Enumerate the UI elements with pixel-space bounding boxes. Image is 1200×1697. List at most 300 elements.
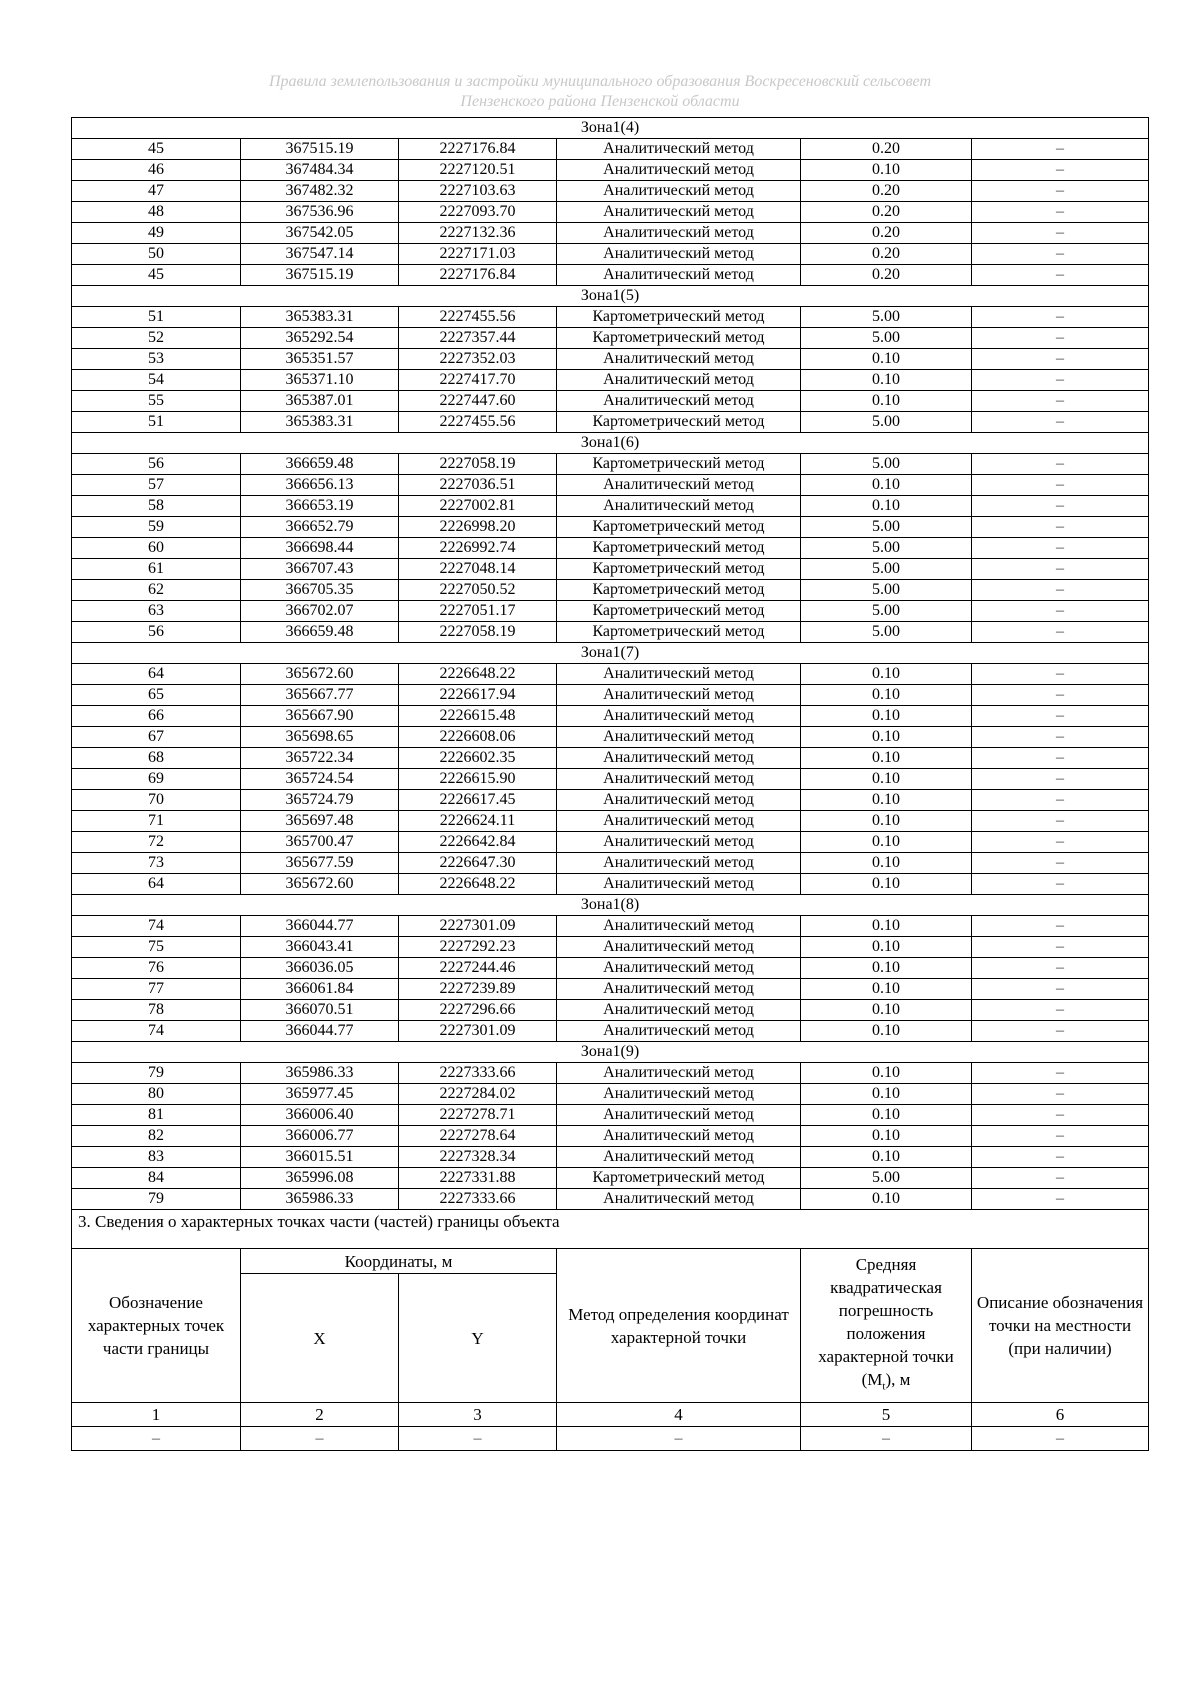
x-coord-cell: 366702.07	[241, 601, 399, 622]
method-cell: Аналитический метод	[557, 979, 801, 1000]
error-cell: 0.10	[801, 727, 972, 748]
x-coord-cell: 365977.45	[241, 1084, 399, 1105]
x-coord-cell: 366659.48	[241, 454, 399, 475]
method-cell: Аналитический метод	[557, 832, 801, 853]
y-coord-cell: 2227036.51	[399, 475, 557, 496]
table-row	[72, 223, 1149, 244]
error-cell: 5.00	[801, 559, 972, 580]
method-cell: Картометрический метод	[557, 580, 801, 601]
y-coord-cell: 2227301.09	[399, 916, 557, 937]
error-cell: 0.10	[801, 832, 972, 853]
document-header	[0, 72, 1200, 112]
point-id-cell: 68	[72, 748, 241, 769]
table-row	[72, 139, 1149, 160]
error-cell: 0.10	[801, 349, 972, 370]
empty-cell: –	[399, 1427, 557, 1451]
error-cell: 0.10	[801, 979, 972, 1000]
point-id-cell: 49	[72, 223, 241, 244]
description-cell: –	[972, 1168, 1149, 1189]
description-cell: –	[972, 391, 1149, 412]
table-row	[72, 328, 1149, 349]
point-id-cell: 62	[72, 580, 241, 601]
point-id-cell: 51	[72, 412, 241, 433]
table-row	[72, 832, 1149, 853]
col-number: 3	[399, 1403, 557, 1427]
col-header-error-sub: t	[882, 1380, 886, 1393]
table-row	[72, 1000, 1149, 1021]
description-cell: –	[972, 265, 1149, 286]
description-cell: –	[972, 244, 1149, 265]
x-coord-cell: 366659.48	[241, 622, 399, 643]
method-cell: Аналитический метод	[557, 916, 801, 937]
error-cell: 0.10	[801, 664, 972, 685]
method-cell: Аналитический метод	[557, 1189, 801, 1210]
table-row	[72, 937, 1149, 958]
error-cell: 0.10	[801, 1105, 972, 1126]
point-id-cell: 60	[72, 538, 241, 559]
description-cell: –	[972, 832, 1149, 853]
method-cell: Аналитический метод	[557, 139, 801, 160]
method-cell: Картометрический метод	[557, 601, 801, 622]
error-cell: 5.00	[801, 1168, 972, 1189]
y-coord-cell: 2227051.17	[399, 601, 557, 622]
description-cell: –	[972, 1063, 1149, 1084]
method-cell: Аналитический метод	[557, 160, 801, 181]
table-row	[72, 475, 1149, 496]
y-coord-cell: 2227352.03	[399, 349, 557, 370]
description-cell: –	[972, 1105, 1149, 1126]
error-cell: 5.00	[801, 517, 972, 538]
description-cell: –	[972, 370, 1149, 391]
y-coord-cell: 2227417.70	[399, 370, 557, 391]
x-coord-cell: 366656.13	[241, 475, 399, 496]
method-cell: Аналитический метод	[557, 790, 801, 811]
description-cell: –	[972, 160, 1149, 181]
method-cell: Аналитический метод	[557, 748, 801, 769]
point-id-cell: 80	[72, 1084, 241, 1105]
point-id-cell: 53	[72, 349, 241, 370]
point-id-cell: 57	[72, 475, 241, 496]
table-row	[72, 538, 1149, 559]
point-id-cell: 58	[72, 496, 241, 517]
header-line-2: Пензенского района Пензенской области	[460, 93, 740, 110]
x-coord-cell: 365697.48	[241, 811, 399, 832]
x-coord-cell: 367547.14	[241, 244, 399, 265]
empty-cell: –	[972, 1427, 1149, 1451]
y-coord-cell: 2227455.56	[399, 307, 557, 328]
method-cell: Аналитический метод	[557, 370, 801, 391]
point-id-cell: 77	[72, 979, 241, 1000]
x-coord-cell: 365700.47	[241, 832, 399, 853]
y-coord-cell: 2227296.66	[399, 1000, 557, 1021]
point-id-cell: 55	[72, 391, 241, 412]
x-coord-cell: 367515.19	[241, 139, 399, 160]
empty-cell: –	[241, 1427, 399, 1451]
description-cell: –	[972, 664, 1149, 685]
point-id-cell: 45	[72, 265, 241, 286]
y-coord-cell: 2227328.34	[399, 1147, 557, 1168]
col-header-error-text: Средняя квадратическая погрешность положения характерной точки (M	[818, 1254, 954, 1389]
x-coord-cell: 366006.40	[241, 1105, 399, 1126]
y-coord-cell: 2227050.52	[399, 580, 557, 601]
method-cell: Аналитический метод	[557, 1063, 801, 1084]
y-coord-cell: 2227093.70	[399, 202, 557, 223]
table-row	[72, 160, 1149, 181]
col-number: 5	[801, 1403, 972, 1427]
y-coord-cell: 2227103.63	[399, 181, 557, 202]
col-header-error	[801, 1249, 972, 1403]
table-row	[72, 601, 1149, 622]
table-row	[72, 790, 1149, 811]
error-cell: 0.20	[801, 223, 972, 244]
table-row	[72, 307, 1149, 328]
point-id-cell: 52	[72, 328, 241, 349]
y-coord-cell: 2227171.03	[399, 244, 557, 265]
y-coord-cell: 2227132.36	[399, 223, 557, 244]
table-row	[72, 811, 1149, 832]
description-cell: –	[972, 538, 1149, 559]
table-row	[72, 181, 1149, 202]
table-row	[72, 748, 1149, 769]
point-id-cell: 83	[72, 1147, 241, 1168]
error-cell: 0.10	[801, 1021, 972, 1042]
description-cell: –	[972, 979, 1149, 1000]
description-cell: –	[972, 727, 1149, 748]
point-id-cell: 79	[72, 1189, 241, 1210]
table-row	[72, 979, 1149, 1000]
y-coord-cell: 2227048.14	[399, 559, 557, 580]
error-cell: 5.00	[801, 580, 972, 601]
description-cell: –	[972, 559, 1149, 580]
table-row	[72, 1105, 1149, 1126]
table-row	[72, 706, 1149, 727]
y-coord-cell: 2227239.89	[399, 979, 557, 1000]
y-coord-cell: 2227333.66	[399, 1189, 557, 1210]
error-cell: 0.10	[801, 958, 972, 979]
point-id-cell: 82	[72, 1126, 241, 1147]
table-row	[72, 1084, 1149, 1105]
col-number: 6	[972, 1403, 1149, 1427]
error-cell: 0.10	[801, 391, 972, 412]
method-cell: Аналитический метод	[557, 349, 801, 370]
table-row	[72, 454, 1149, 475]
error-cell: 5.00	[801, 454, 972, 475]
point-id-cell: 47	[72, 181, 241, 202]
method-cell: Аналитический метод	[557, 496, 801, 517]
description-cell: –	[972, 181, 1149, 202]
method-cell: Картометрический метод	[557, 517, 801, 538]
x-coord-cell: 365387.01	[241, 391, 399, 412]
y-coord-cell: 2227058.19	[399, 622, 557, 643]
method-cell: Картометрический метод	[557, 412, 801, 433]
method-cell: Аналитический метод	[557, 1084, 801, 1105]
method-cell: Картометрический метод	[557, 559, 801, 580]
point-id-cell: 70	[72, 790, 241, 811]
point-id-cell: 65	[72, 685, 241, 706]
error-cell: 5.00	[801, 307, 972, 328]
error-cell: 0.10	[801, 1084, 972, 1105]
method-cell: Аналитический метод	[557, 853, 801, 874]
table-row	[72, 622, 1149, 643]
description-cell: –	[972, 853, 1149, 874]
description-cell: –	[972, 811, 1149, 832]
table-row	[72, 202, 1149, 223]
method-cell: Картометрический метод	[557, 328, 801, 349]
error-cell: 5.00	[801, 601, 972, 622]
point-id-cell: 46	[72, 160, 241, 181]
empty-cell: –	[801, 1427, 972, 1451]
description-cell: –	[972, 412, 1149, 433]
section3-title: 3. Сведения о характерных точках части (частей) границы объекта	[72, 1210, 1149, 1249]
table-row	[72, 1147, 1149, 1168]
error-cell: 0.10	[801, 685, 972, 706]
table-row	[72, 727, 1149, 748]
method-cell: Картометрический метод	[557, 1168, 801, 1189]
method-cell: Аналитический метод	[557, 769, 801, 790]
points-table	[71, 117, 1149, 1451]
description-cell: –	[972, 454, 1149, 475]
y-coord-cell: 2227120.51	[399, 160, 557, 181]
x-coord-cell: 367482.32	[241, 181, 399, 202]
error-cell: 5.00	[801, 328, 972, 349]
point-id-cell: 79	[72, 1063, 241, 1084]
point-id-cell: 66	[72, 706, 241, 727]
table-row	[72, 559, 1149, 580]
description-cell: –	[972, 706, 1149, 727]
y-coord-cell: 2226992.74	[399, 538, 557, 559]
y-coord-cell: 2226617.45	[399, 790, 557, 811]
col-number: 2	[241, 1403, 399, 1427]
point-id-cell: 67	[72, 727, 241, 748]
table-row	[72, 1168, 1149, 1189]
description-cell: –	[972, 769, 1149, 790]
method-cell: Аналитический метод	[557, 181, 801, 202]
x-coord-cell: 365292.54	[241, 328, 399, 349]
y-coord-cell: 2226647.30	[399, 853, 557, 874]
x-coord-cell: 367515.19	[241, 265, 399, 286]
table-row	[72, 580, 1149, 601]
point-id-cell: 54	[72, 370, 241, 391]
x-coord-cell: 366044.77	[241, 1021, 399, 1042]
x-coord-cell: 366705.35	[241, 580, 399, 601]
y-coord-cell: 2227176.84	[399, 265, 557, 286]
col-header-y: Y	[399, 1274, 557, 1403]
x-coord-cell: 366653.19	[241, 496, 399, 517]
header-line-1: Правила землепользования и застройки муниципального образования Воскресеновский сельсовет	[269, 73, 931, 90]
y-coord-cell: 2227002.81	[399, 496, 557, 517]
section3-body	[72, 1210, 1149, 1451]
col-header-x: X	[241, 1274, 399, 1403]
point-id-cell: 61	[72, 559, 241, 580]
description-cell: –	[972, 475, 1149, 496]
point-id-cell: 63	[72, 601, 241, 622]
method-cell: Аналитический метод	[557, 475, 801, 496]
x-coord-cell: 366707.43	[241, 559, 399, 580]
x-coord-cell: 366015.51	[241, 1147, 399, 1168]
description-cell: –	[972, 328, 1149, 349]
description-cell: –	[972, 622, 1149, 643]
error-cell: 0.10	[801, 853, 972, 874]
x-coord-cell: 366070.51	[241, 1000, 399, 1021]
description-cell: –	[972, 1126, 1149, 1147]
description-cell: –	[972, 916, 1149, 937]
point-id-cell: 78	[72, 1000, 241, 1021]
y-coord-cell: 2227301.09	[399, 1021, 557, 1042]
method-cell: Аналитический метод	[557, 937, 801, 958]
x-coord-cell: 365677.59	[241, 853, 399, 874]
error-cell: 0.10	[801, 790, 972, 811]
error-cell: 0.10	[801, 160, 972, 181]
empty-cell: –	[72, 1427, 241, 1451]
description-cell: –	[972, 601, 1149, 622]
description-cell: –	[972, 1000, 1149, 1021]
method-cell: Аналитический метод	[557, 244, 801, 265]
table-row	[72, 517, 1149, 538]
error-cell: 0.10	[801, 1189, 972, 1210]
y-coord-cell: 2226998.20	[399, 517, 557, 538]
x-coord-cell: 365724.54	[241, 769, 399, 790]
zone-title: Зона1(5)	[72, 286, 1149, 307]
x-coord-cell: 367536.96	[241, 202, 399, 223]
x-coord-cell: 366036.05	[241, 958, 399, 979]
point-id-cell: 50	[72, 244, 241, 265]
x-coord-cell: 365698.65	[241, 727, 399, 748]
table-row	[72, 769, 1149, 790]
method-cell: Аналитический метод	[557, 1105, 801, 1126]
table-row	[72, 916, 1149, 937]
error-cell: 0.10	[801, 1000, 972, 1021]
method-cell: Аналитический метод	[557, 1021, 801, 1042]
y-coord-cell: 2226608.06	[399, 727, 557, 748]
table-row	[72, 1189, 1149, 1210]
point-id-cell: 71	[72, 811, 241, 832]
error-cell: 5.00	[801, 412, 972, 433]
error-cell: 0.10	[801, 706, 972, 727]
description-cell: –	[972, 958, 1149, 979]
x-coord-cell: 365724.79	[241, 790, 399, 811]
method-cell: Аналитический метод	[557, 727, 801, 748]
y-coord-cell: 2226615.90	[399, 769, 557, 790]
description-cell: –	[972, 307, 1149, 328]
table-row	[72, 1126, 1149, 1147]
table-row	[72, 958, 1149, 979]
description-cell: –	[972, 223, 1149, 244]
point-id-cell: 59	[72, 517, 241, 538]
method-cell: Аналитический метод	[557, 706, 801, 727]
description-cell: –	[972, 685, 1149, 706]
error-cell: 0.20	[801, 181, 972, 202]
x-coord-cell: 365996.08	[241, 1168, 399, 1189]
description-cell: –	[972, 496, 1149, 517]
zone-title: Зона1(7)	[72, 643, 1149, 664]
error-cell: 0.20	[801, 265, 972, 286]
error-cell: 0.10	[801, 1126, 972, 1147]
error-cell: 5.00	[801, 538, 972, 559]
method-cell: Аналитический метод	[557, 265, 801, 286]
x-coord-cell: 365672.60	[241, 874, 399, 895]
zone-title: Зона1(4)	[72, 118, 1149, 139]
table-row	[72, 664, 1149, 685]
description-cell: –	[972, 790, 1149, 811]
y-coord-cell: 2227284.02	[399, 1084, 557, 1105]
error-cell: 0.10	[801, 1147, 972, 1168]
point-id-cell: 81	[72, 1105, 241, 1126]
error-cell: 0.10	[801, 370, 972, 391]
point-id-cell: 48	[72, 202, 241, 223]
table-row	[72, 874, 1149, 895]
table-row	[72, 265, 1149, 286]
description-cell: –	[972, 580, 1149, 601]
col-header-method: Метод определения координат характерной точки	[557, 1249, 801, 1403]
table-row	[72, 244, 1149, 265]
point-id-cell: 45	[72, 139, 241, 160]
error-cell: 0.20	[801, 139, 972, 160]
x-coord-cell: 366061.84	[241, 979, 399, 1000]
x-coord-cell: 365351.57	[241, 349, 399, 370]
x-coord-cell: 365667.77	[241, 685, 399, 706]
error-cell: 0.20	[801, 202, 972, 223]
y-coord-cell: 2226602.35	[399, 748, 557, 769]
error-cell: 5.00	[801, 622, 972, 643]
col-header-coordinates: Координаты, м	[241, 1249, 557, 1274]
x-coord-cell: 366043.41	[241, 937, 399, 958]
col-header-error-unit: ), м	[885, 1369, 911, 1389]
description-cell: –	[972, 1021, 1149, 1042]
description-cell: –	[972, 937, 1149, 958]
description-cell: –	[972, 517, 1149, 538]
y-coord-cell: 2227176.84	[399, 139, 557, 160]
method-cell: Аналитический метод	[557, 874, 801, 895]
description-cell: –	[972, 1084, 1149, 1105]
y-coord-cell: 2227333.66	[399, 1063, 557, 1084]
method-cell: Аналитический метод	[557, 391, 801, 412]
table-row	[72, 412, 1149, 433]
y-coord-cell: 2227058.19	[399, 454, 557, 475]
description-cell: –	[972, 139, 1149, 160]
col-number: 4	[557, 1403, 801, 1427]
description-cell: –	[972, 1147, 1149, 1168]
point-id-cell: 76	[72, 958, 241, 979]
point-id-cell: 74	[72, 1021, 241, 1042]
zone-title: Зона1(6)	[72, 433, 1149, 454]
method-cell: Аналитический метод	[557, 1147, 801, 1168]
zones-body	[72, 118, 1149, 1210]
x-coord-cell: 365672.60	[241, 664, 399, 685]
x-coord-cell: 365371.10	[241, 370, 399, 391]
table-row	[72, 1063, 1149, 1084]
y-coord-cell: 2226648.22	[399, 874, 557, 895]
x-coord-cell: 366652.79	[241, 517, 399, 538]
y-coord-cell: 2227292.23	[399, 937, 557, 958]
error-cell: 0.10	[801, 916, 972, 937]
table-row	[72, 349, 1149, 370]
y-coord-cell: 2227278.64	[399, 1126, 557, 1147]
error-cell: 0.10	[801, 475, 972, 496]
x-coord-cell: 367484.34	[241, 160, 399, 181]
table-row	[72, 391, 1149, 412]
x-coord-cell: 365986.33	[241, 1189, 399, 1210]
method-cell: Аналитический метод	[557, 958, 801, 979]
method-cell: Аналитический метод	[557, 1126, 801, 1147]
zone-title: Зона1(8)	[72, 895, 1149, 916]
error-cell: 0.10	[801, 769, 972, 790]
point-id-cell: 84	[72, 1168, 241, 1189]
point-id-cell: 74	[72, 916, 241, 937]
method-cell: Аналитический метод	[557, 685, 801, 706]
point-id-cell: 56	[72, 454, 241, 475]
col-header-description: Описание обозначения точки на местности (при наличии)	[972, 1249, 1149, 1403]
method-cell: Картометрический метод	[557, 454, 801, 475]
